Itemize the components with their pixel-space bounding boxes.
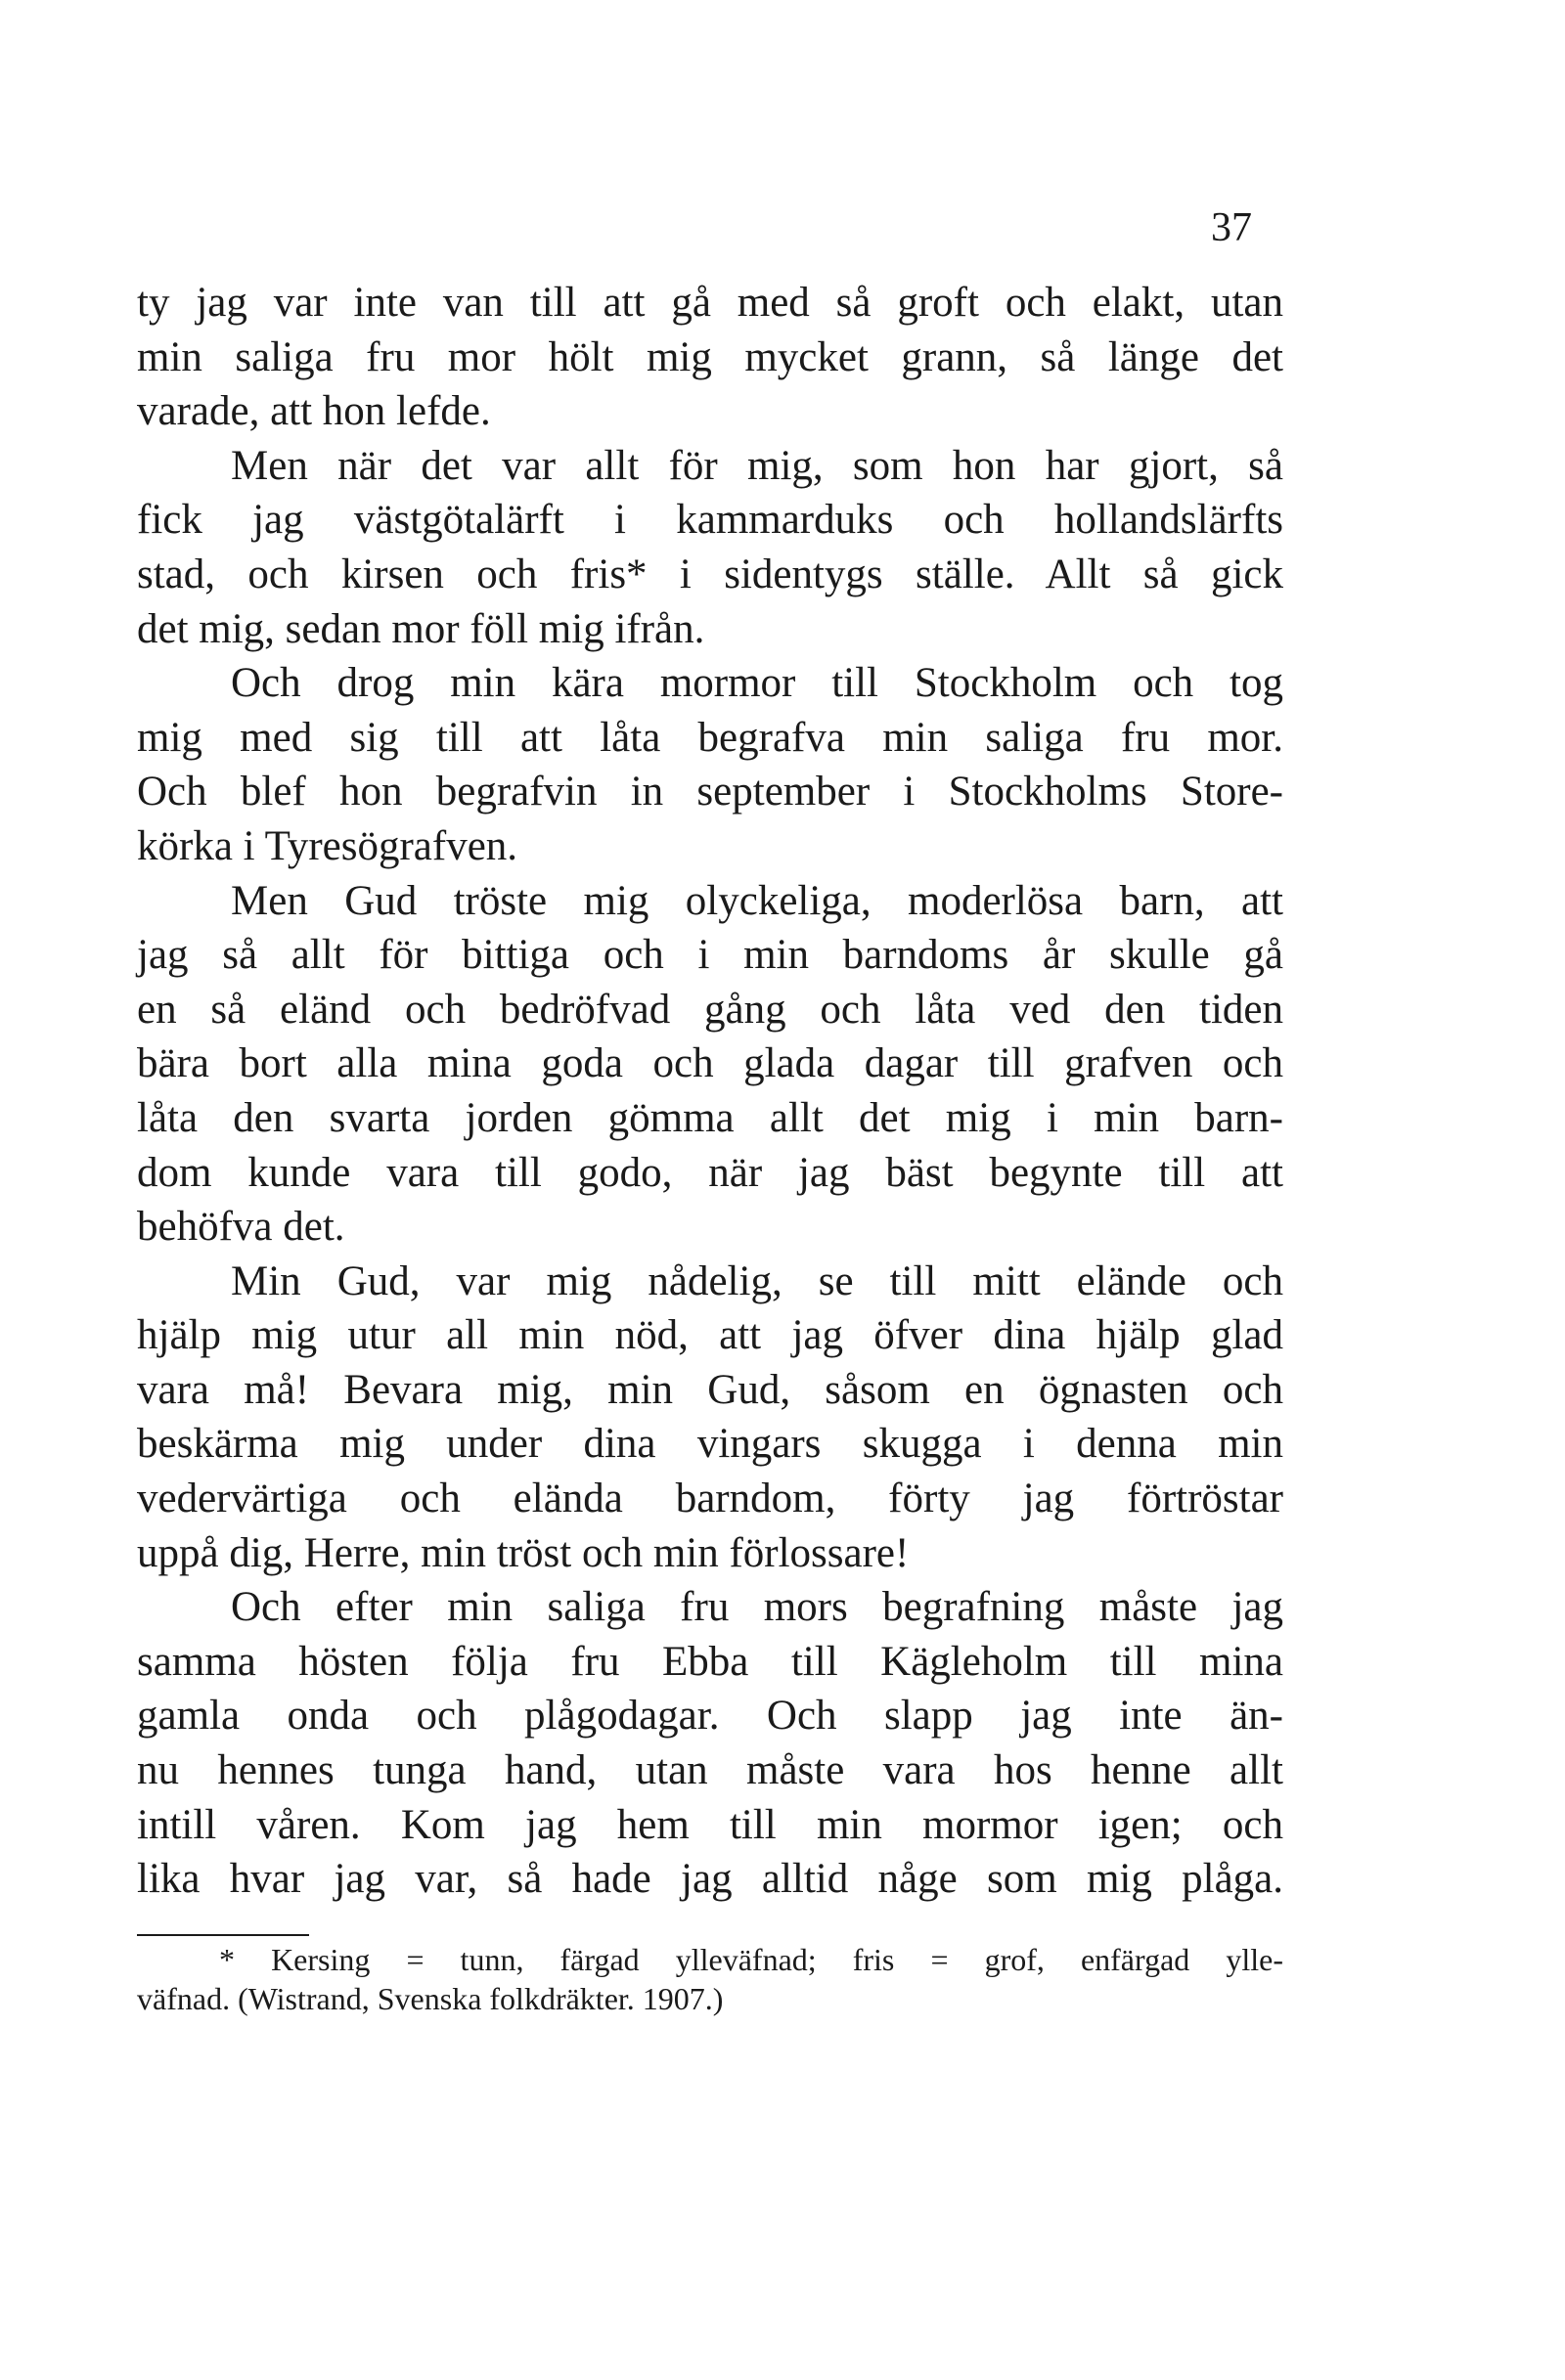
text-line: mig med sig till att låta begrafva min saliga fru mor. xyxy=(137,714,1283,761)
text-line: jag så allt för bittiga och i min barndoms år skulle gå xyxy=(137,932,1283,979)
text-line: en så eländ och bedröfvad gång och låta ved den tiden xyxy=(137,986,1283,1033)
text-line: samma hösten följa fru Ebba till Kägleholm till mina xyxy=(137,1638,1283,1685)
text-line: Och efter min saliga fru mors begrafning måste jag xyxy=(231,1584,1283,1631)
text-line: stad, och kirsen och fris* i sidentygs ställe. Allt så gick xyxy=(137,551,1283,597)
text-line: Min Gud, var mig nådelig, se till mitt elände och xyxy=(231,1257,1283,1304)
text-line: vedervärtiga och elända barndom, förty jag förtröstar xyxy=(137,1476,1283,1522)
text-line: beskärma mig under dina vingars skugga i denna min xyxy=(137,1421,1283,1468)
text-line: fick jag västgötalärft i kammarduks och hollandslärfts xyxy=(137,497,1283,544)
text-line: dom kunde vara till godo, när jag bäst begynte till att xyxy=(137,1149,1283,1196)
text-line: bära bort alla mina goda och glada dagar till grafven och xyxy=(137,1040,1283,1087)
text-line: gamla onda och plågodagar. Och slapp jag inte än- xyxy=(137,1693,1283,1740)
text-line: uppå dig, Herre, min tröst och min förlossare! xyxy=(137,1529,910,1576)
text-line: lika hvar jag var, så hade jag alltid någe som mig plåga. xyxy=(137,1856,1283,1903)
text-line: nu hennes tunga hand, utan måste vara hos henne allt xyxy=(137,1747,1283,1794)
text-line: låta den svarta jorden gömma allt det mig i min barn- xyxy=(137,1094,1283,1141)
text-line: min saliga fru mor hölt mig mycket grann, så länge det xyxy=(137,333,1283,380)
footnote xyxy=(137,1940,1283,2018)
text-line: varade, att hon lefde. xyxy=(137,388,491,435)
footnote-line: väfnad. (Wistrand, Svenska folkdräkter. 1907.) xyxy=(137,1981,724,2016)
text-line: det mig, sedan mor föll mig ifrån. xyxy=(137,605,705,652)
text-line: Och drog min kära mormor till Stockholm och tog xyxy=(231,660,1283,707)
text-line: ty jag var inte van till att gå med så groft och elakt, utan xyxy=(137,280,1283,326)
text-line: vara må! Bevara mig, min Gud, såsom en ögnasten och xyxy=(137,1366,1283,1413)
footnote-divider xyxy=(137,1934,309,1936)
text-line: hjälp mig utur all min nöd, att jag öfver dina hjälp glad xyxy=(137,1312,1283,1359)
footnote-line: * Kersing = tunn, färgad ylleväfnad; fris = grof, enfärgad ylle- xyxy=(219,1942,1283,1977)
page-number: 37 xyxy=(1211,205,1252,250)
text-line: intill våren. Kom jag hem till min mormor igen; och xyxy=(137,1801,1283,1848)
text-line: Men när det var allt för mig, som hon har gjort, så xyxy=(231,442,1283,489)
text-line: Men Gud tröste mig olyckeliga, moderlösa barn, att xyxy=(231,877,1283,924)
text-line: Och blef hon begrafvin in september i Stockholms Store- xyxy=(137,769,1283,815)
text-line: behöfva det. xyxy=(137,1204,345,1251)
text-line: körka i Tyresögrafven. xyxy=(137,822,518,869)
body-text xyxy=(137,276,1283,1907)
